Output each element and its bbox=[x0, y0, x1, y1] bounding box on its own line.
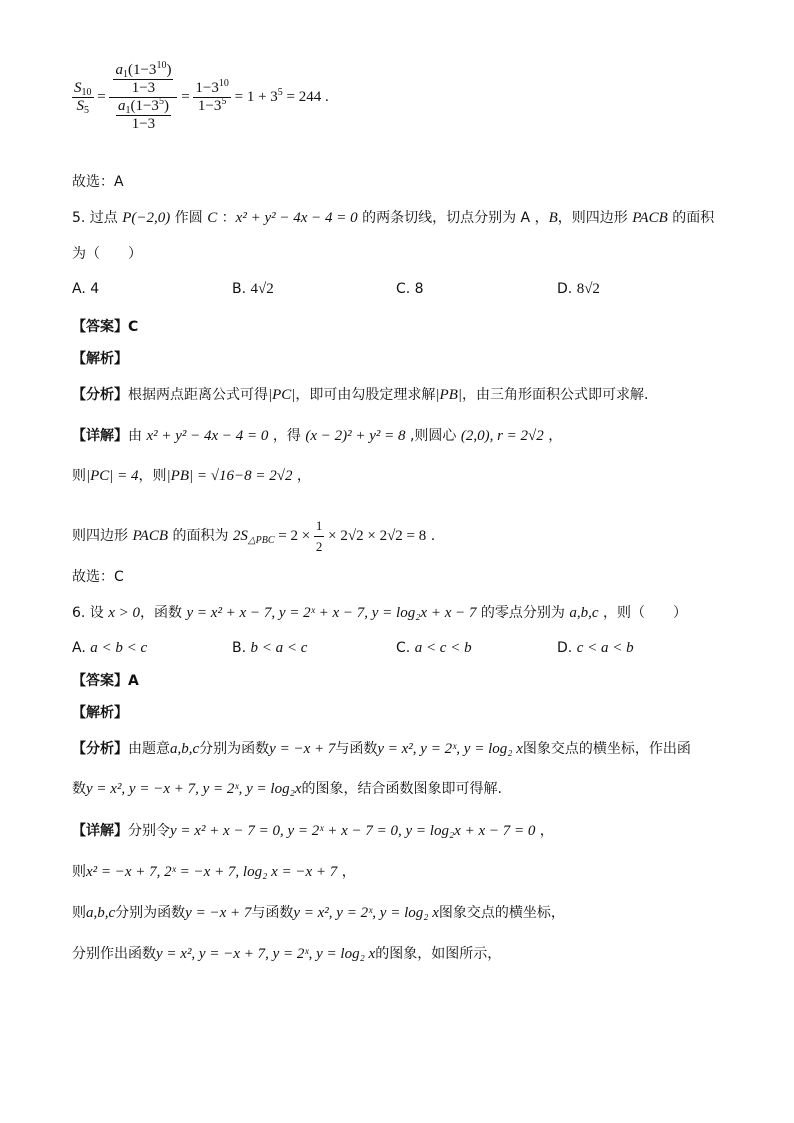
q6-fenxi-line1: 【分析】由题意a,b,c分别为函数y = −x + 7与函数y = x², y = 2ˣ, y = log₂ x图象交点的横坐标，作出函 bbox=[72, 741, 691, 757]
q6-option-c: C. a < c < b bbox=[396, 640, 472, 656]
q5-answer: 【答案】C bbox=[72, 319, 139, 335]
q5-choice: 故选：C bbox=[72, 569, 124, 585]
q4-choice: 故选：A bbox=[72, 174, 124, 190]
q5-xiangjie-line2: 则|PC| = 4，则|PB| = √16−8 = 2√2 ， bbox=[72, 468, 311, 484]
q6-analysis-title: 【解析】 bbox=[72, 705, 128, 721]
q5-option-d: D. 8√2 bbox=[557, 281, 600, 297]
q6-stem: 6. 设 x > 0，函数 y = x² + x − 7, y = 2ˣ + x − 7, y = log₂x + x − 7 的零点分别为 a,b,c ，则（ ） bbox=[72, 605, 688, 621]
q5-option-b: B. 4√2 bbox=[232, 281, 274, 297]
q6-xiangjie-line1: 【详解】分别令y = x² + x − 7 = 0, y = 2ˣ + x − 7 = 0, y = log₂x + x − 7 = 0 ， bbox=[72, 823, 554, 839]
q6-answer: 【答案】A bbox=[72, 673, 139, 689]
q6-fenxi-line2: 数y = x², y = −x + 7, y = 2ˣ, y = log₂x的图象，结合函数图象即可得解. bbox=[72, 781, 502, 797]
q6-xiangjie-line4: 分别作出函数y = x², y = −x + 7, y = 2ˣ, y = log₂ x的图象，如图所示， bbox=[72, 946, 502, 962]
lhs-fraction: $\frac{S_{10}}{S_5}$ bbox=[74, 80, 92, 116]
formula-result: = $1 + 3^5 = 244$ . bbox=[234, 86, 329, 105]
q5-xiangjie-line3: 则四边形 PACB 的面积为 $2S_{\triangle PBC} = 2$ × $\frac{1}{2}$ × 2√2 × 2√2 = 8 . bbox=[72, 518, 436, 554]
q5-stem-line2: 为（ ） bbox=[72, 246, 142, 262]
q6-option-a: A. a < b < c bbox=[72, 640, 148, 656]
q5-option-a: A. 4 bbox=[72, 281, 100, 297]
q5-analysis-title: 【解析】 bbox=[72, 351, 128, 367]
q5-xiangjie-line1: 【详解】由 x² + y² − 4x − 4 = 0 ，得 (x − 2)² + y² = 8 ,则圆心 (2,0), r = 2√2 ， bbox=[72, 428, 563, 444]
compound-fraction: $\frac{\frac{a_1(1-3^{10})}{1-3}}{\frac{a_1(1-3^5)}{1-3}}$ bbox=[109, 62, 177, 133]
q6-option-b: B. b < a < c bbox=[232, 640, 308, 656]
q5-stem-line1: 5. 过点 P(−2,0) 作圆 C ：x² + y² − 4x − 4 = 0 的两条切线，切点分别为 A ，B，则四边形 PACB 的面积 bbox=[72, 210, 715, 226]
simplified-fraction: $\frac{1-3^{10}}{1-3^5}$ bbox=[195, 78, 229, 114]
q6-xiangjie-line3: 则a,b,c分别为函数y = −x + 7与函数y = x², y = 2ˣ, y = log₂ x图象交点的横坐标， bbox=[72, 905, 565, 921]
q6-xiangjie-line2: 则x² = −x + 7, 2ˣ = −x + 7, log₂ x = −x + 7 ， bbox=[72, 864, 356, 880]
sum-ratio-formula: $\frac{S_{10}}{S_5}$ = $\frac{\frac{a_1(1-3^{10})}{1-3}}{\frac{a_1(1-3^5)}{1-3}}$ = $\frac{1-3^{10}}{1-3^5}$ = $1 + 3^5 = 244$ . bbox=[74, 60, 329, 132]
q5-option-c: C. 8 bbox=[396, 281, 424, 297]
q5-fenxi: 【分析】根据两点距离公式可得|PC|，即可由勾股定理求解|PB|，由三角形面积公式即可求解. bbox=[72, 387, 649, 403]
q6-option-d: D. c < a < b bbox=[557, 640, 634, 656]
